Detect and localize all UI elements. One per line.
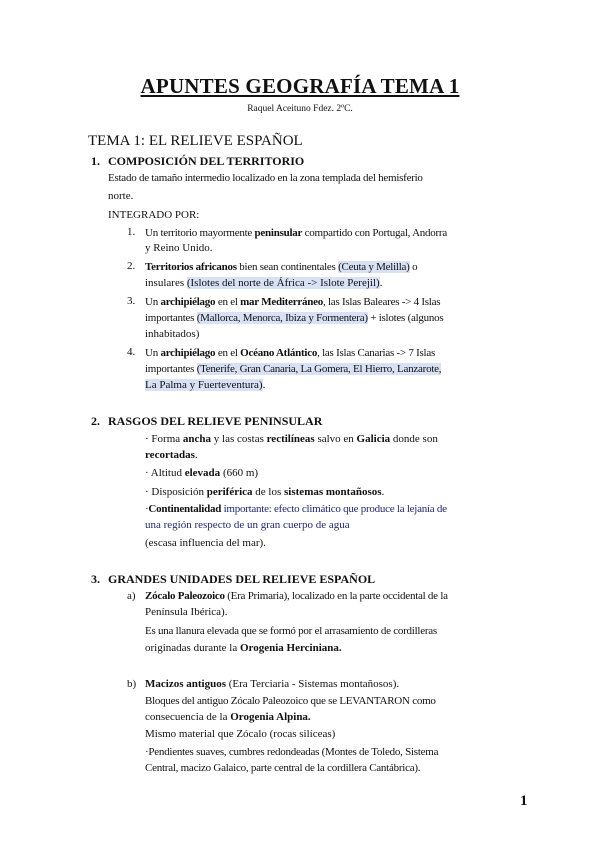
section-1-number: 1. xyxy=(91,154,100,168)
highlight-baleares: (Mallorca, Menorca, Ibiza y Formentera) xyxy=(196,312,368,324)
rasgo-forma-line-1: · Forma ancha y las costas rectilíneas salvo en Galicia donde son xyxy=(145,433,438,445)
list-item-3-number: 3. xyxy=(127,295,136,307)
highlight-canarias-1: (Tenerife, Gran Canaria, La Gomera, El Hierro, Lanzarote, xyxy=(196,363,442,375)
section-1-heading: COMPOSICIÓN DEL TERRITORIO xyxy=(108,154,305,168)
rasgo-disposicion: · Disposición periférica de los sistemas montañosos. xyxy=(145,486,385,498)
zocalo-line-3: Es una llanura elevada que se formó por el arrasamiento de cordilleras xyxy=(145,625,437,637)
rasgo-continentalidad-line-3: (escasa influencia del mar). xyxy=(145,537,266,549)
subsection-a-label: a) xyxy=(127,590,136,602)
list-item-4-number: 4. xyxy=(127,346,136,358)
list-item-2-number: 2. xyxy=(127,260,136,272)
section-3-heading: GRANDES UNIDADES DEL RELIEVE ESPAÑOL xyxy=(108,572,376,586)
highlight-ceuta-melilla: (Ceuta y Melilla) xyxy=(338,261,410,273)
macizos-line-2: Bloques del antiguo Zócalo Paleozoico que se LEVANTARON como xyxy=(145,695,436,707)
section-1-intro-line-2: norte. xyxy=(108,190,134,202)
list-item-3-line-1: Un archipiélago en el mar Mediterráneo, las Islas Baleares -> 4 Islas xyxy=(145,296,441,308)
zocalo-line-2: Península Ibérica). xyxy=(145,606,228,618)
macizos-line-3: consecuencia de la Orogenia Alpina. xyxy=(145,711,311,723)
macizos-line-1: Macizos antiguos (Era Terciaria - Sistemas montañosos). xyxy=(145,678,400,690)
list-item-4-line-2: importantes (Tenerife, Gran Canaria, La Gomera, El Hierro, Lanzarote, xyxy=(145,363,442,375)
rasgo-forma-line-2: recortadas. xyxy=(145,449,198,461)
integrado-label: INTEGRADO POR: xyxy=(108,209,200,221)
topic-heading: TEMA 1: EL RELIEVE ESPAÑOL xyxy=(88,133,303,149)
page-number: 1 xyxy=(520,793,528,809)
list-item-2-line-1: Territorios africanos bien sean continentales (Ceuta y Melilla) o xyxy=(145,261,418,273)
macizos-line-4: Mismo material que Zócalo (rocas silíceas) xyxy=(145,728,336,740)
list-item-4-line-3: La Palma y Fuerteventura). xyxy=(145,379,266,391)
section-1-intro-line-1: Estado de tamaño intermedio localizado en la zona templada del hemisferio xyxy=(108,172,423,184)
section-3-number: 3. xyxy=(91,572,100,586)
highlight-islotes: (Islotes del norte de África -> Islote Perejil) xyxy=(186,277,380,289)
list-item-2-line-2: insulares (Islotes del norte de África -> Islote Perejil). xyxy=(145,277,383,289)
subsection-b-label: b) xyxy=(127,678,137,690)
rasgo-continentalidad-line-1: ·Continentalidad importante: efecto climático que produce la lejanía de xyxy=(145,503,447,515)
document-title: APUNTES GEOGRAFÍA TEMA 1 xyxy=(140,74,460,98)
macizos-line-5: ·Pendientes suaves, cumbres redondeadas (Montes de Toledo, Sistema xyxy=(145,746,439,758)
section-2-heading: RASGOS DEL RELIEVE PENINSULAR xyxy=(108,414,323,428)
list-item-3-line-3: inhabitados) xyxy=(145,328,200,340)
highlight-canarias-2: La Palma y Fuerteventura) xyxy=(145,379,263,391)
zocalo-line-4: originadas durante la Orogenia Herciniana. xyxy=(145,642,342,654)
zocalo-line-1: Zócalo Paleozoico (Era Primaria), localizado en la parte occidental de la xyxy=(145,590,448,602)
section-2-number: 2. xyxy=(91,414,100,428)
list-item-1-number: 1. xyxy=(127,226,136,238)
macizos-line-6: Central, macizo Galaico, parte central de la cordillera Cantábrica). xyxy=(145,762,421,774)
author-line: Raquel Aceituno Fdez. 2ºC. xyxy=(247,104,353,114)
list-item-3-line-2: importantes (Mallorca, Menorca, Ibiza y Formentera) + islotes (algunos xyxy=(145,312,444,324)
list-item-1-line-2: y Reino Unido. xyxy=(145,242,213,254)
rasgo-continentalidad-line-2: una región respecto de un gran cuerpo de agua xyxy=(145,519,350,531)
list-item-4-line-1: Un archipiélago en el Océano Atlántico, las Islas Canarias -> 7 Islas xyxy=(145,347,436,359)
list-item-1-line-1: Un territorio mayormente peninsular compartido con Portugal, Andorra xyxy=(145,227,447,239)
rasgo-altitud: · Altitud elevada (660 m) xyxy=(145,467,259,479)
